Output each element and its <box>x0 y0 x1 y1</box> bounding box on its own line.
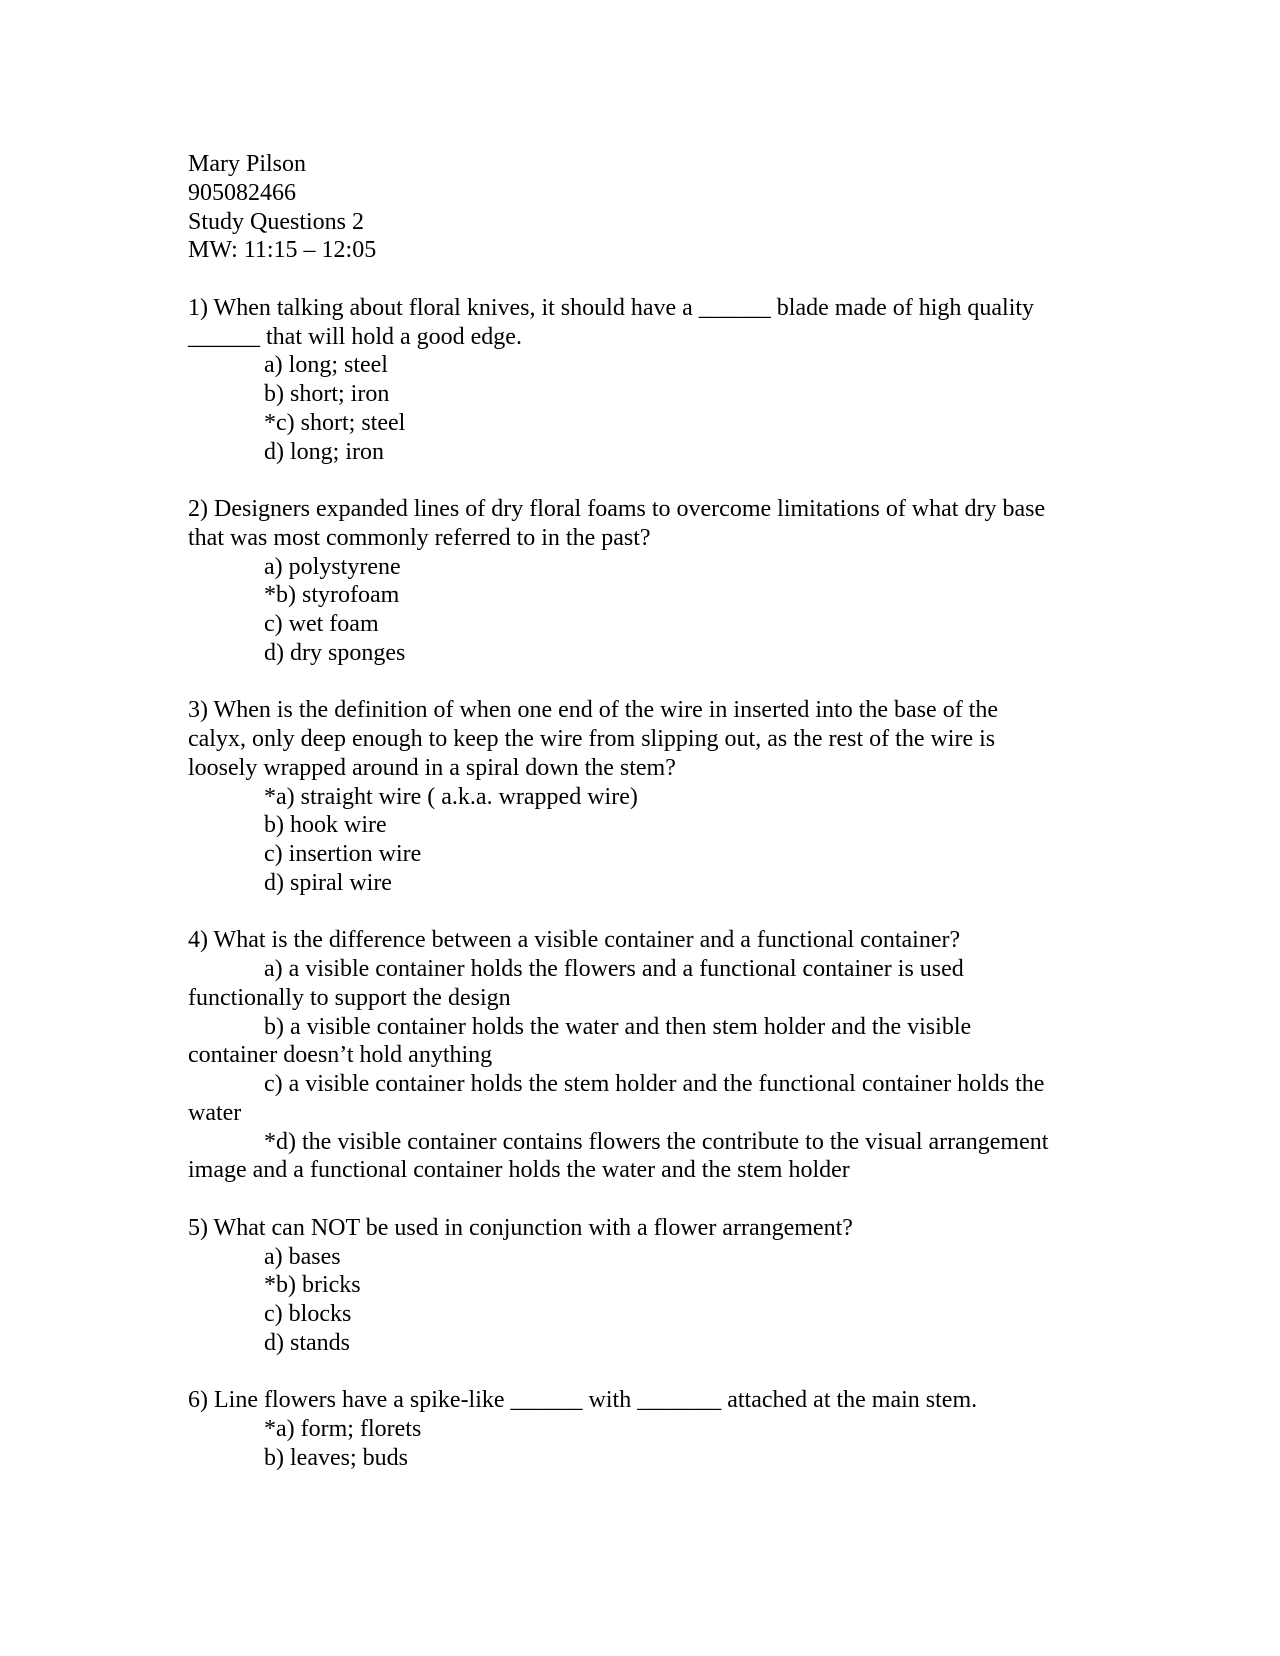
question-stem-line: loosely wrapped around in a spiral down the stem? <box>188 754 676 781</box>
answer-option: a) bases <box>264 1243 341 1270</box>
answer-option-continuation: container doesn’t hold anything <box>188 1042 493 1069</box>
answer-option-first-line: b) a visible container holds the water and then stem holder and the visible <box>264 1013 972 1040</box>
answer-option-first-line: a) a visible container holds the flowers and a functional container is used <box>264 956 964 982</box>
question-stem-line: 5) What can NOT be used in conjunction with a flower arrangement? <box>188 1214 853 1241</box>
answer-option: a) long; steel <box>264 352 388 379</box>
answer-option-correct-continuation: image and a functional container holds the water and the stem holder <box>188 1157 850 1184</box>
spacer <box>188 1185 1088 1214</box>
answer-option: b) leaves; buds <box>264 1444 408 1471</box>
answer-option-correct: *c) short; steel <box>264 409 406 436</box>
answer-option-correct: *b) styrofoam <box>264 582 400 609</box>
answer-option: c) wet foam <box>264 611 379 637</box>
spacer <box>188 466 1088 495</box>
spacer <box>188 668 1088 697</box>
answer-option: d) stands <box>264 1329 350 1356</box>
answer-option: a) polystyrene <box>264 553 401 580</box>
answer-option: d) dry sponges <box>264 639 406 666</box>
question-3 <box>188 696 1088 897</box>
student-name: Mary Pilson <box>188 151 307 177</box>
spacer <box>188 265 1088 294</box>
question-2 <box>188 495 1088 668</box>
header-block <box>188 150 1088 265</box>
answer-option-correct: *b) bricks <box>264 1272 361 1299</box>
question-stem-line: ______ that will hold a good edge. <box>188 323 522 350</box>
question-5 <box>188 1214 1088 1358</box>
class-schedule: MW: 11:15 – 12:05 <box>188 237 377 264</box>
answer-option: b) short; iron <box>264 381 390 407</box>
question-6 <box>188 1386 1088 1472</box>
question-stem-line: 3) When is the definition of when one end of the wire in inserted into the base of the <box>188 697 998 724</box>
answer-option-first-line: c) a visible container holds the stem holder and the functional container holds the <box>264 1071 1045 1097</box>
answer-option: c) insertion wire <box>264 841 422 867</box>
student-id: 905082466 <box>188 179 296 206</box>
question-stem-line: 4) What is the difference between a visible container and a functional container? <box>188 927 961 954</box>
answer-option: d) long; iron <box>264 438 384 465</box>
question-stem-line: 6) Line flowers have a spike-like ______ with _______ attached at the main stem. <box>188 1387 978 1414</box>
spacer <box>188 898 1088 927</box>
answer-option: b) hook wire <box>264 812 387 839</box>
document-page <box>188 150 1088 1473</box>
answer-option: d) spiral wire <box>264 869 392 896</box>
assignment-title: Study Questions 2 <box>188 208 365 235</box>
question-4 <box>188 926 1088 1185</box>
question-stem-line: 2) Designers expanded lines of dry floral foams to overcome limitations of what dry base <box>188 496 1046 522</box>
answer-option-correct: *a) form; florets <box>264 1416 422 1442</box>
question-stem-line: calyx, only deep enough to keep the wire from slipping out, as the rest of the wire is <box>188 726 996 752</box>
spacer <box>188 1358 1088 1387</box>
answer-option-continuation: functionally to support the design <box>188 984 511 1011</box>
answer-option-correct: *a) straight wire ( a.k.a. wrapped wire) <box>264 783 638 810</box>
question-stem-line: that was most commonly referred to in the past? <box>188 524 651 551</box>
question-1 <box>188 294 1088 467</box>
answer-option: c) blocks <box>264 1301 352 1327</box>
answer-option-correct-first-line: *d) the visible container contains flowers the contribute to the visual arrangement <box>264 1128 1049 1155</box>
answer-option-continuation: water <box>188 1099 242 1126</box>
question-stem-line: 1) When talking about floral knives, it should have a ______ blade made of high quality <box>188 294 1035 321</box>
